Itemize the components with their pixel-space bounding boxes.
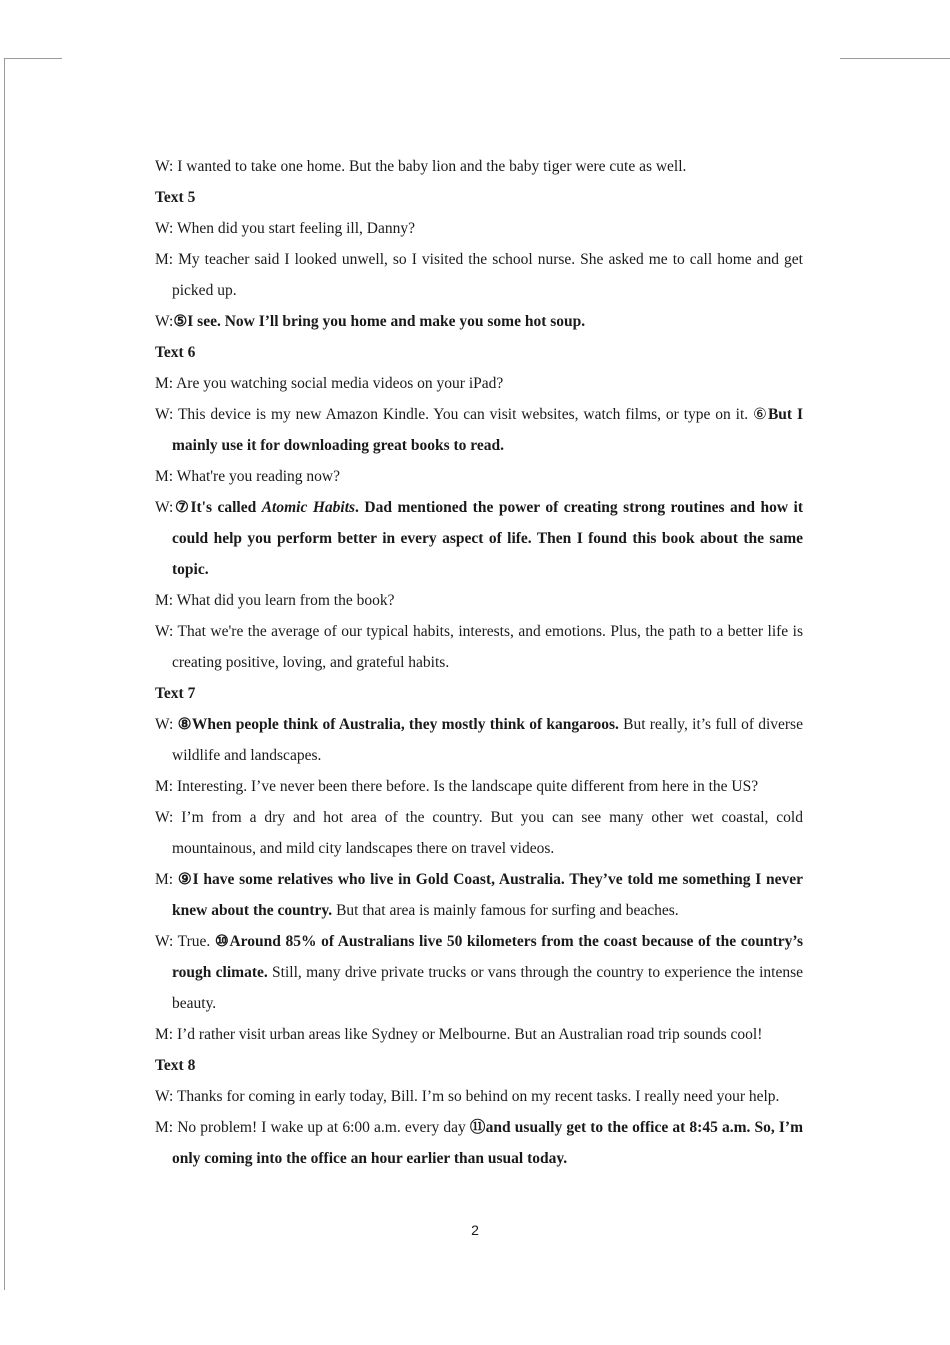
page-border-top-right <box>840 58 950 59</box>
text-segment: M: I’d rather visit urban areas like Sydney or Melbourne. But an Australian road trip sounds cool! <box>155 1026 763 1043</box>
text-segment: ⑨I have some relatives who live in Gold Coast, Australia. They’ve told me something I never knew about the country. <box>172 871 803 919</box>
text-segment: W: Thanks for coming in early today, Bill. I’m so behind on my recent tasks. I really need your help. <box>155 1088 780 1105</box>
dialogue-line <box>155 585 803 616</box>
section-heading <box>155 678 803 709</box>
text-segment: W: I wanted to take one home. But the baby lion and the baby tiger were cute as well. <box>155 158 687 175</box>
dialogue-line <box>155 213 803 244</box>
text-segment: Text 6 <box>155 344 196 361</box>
text-segment: W: <box>155 313 174 330</box>
text-segment: Atomic Habits <box>261 499 356 516</box>
text-segment: M: No problem! I wake up at 6:00 a.m. every day <box>155 1119 470 1136</box>
page-border-left <box>4 58 5 1290</box>
dialogue-line <box>155 771 803 802</box>
text-segment: Still, many drive private trucks or vans through the country to experience the intense beauty. <box>172 964 803 1012</box>
text-segment: Text 8 <box>155 1057 196 1074</box>
page-border-top-left <box>4 58 62 59</box>
dialogue-line <box>155 709 803 771</box>
text-segment: But really, it’s full of diverse wildlife and landscapes. <box>172 716 803 764</box>
dialogue-line <box>155 368 803 399</box>
section-heading <box>155 182 803 213</box>
dialogue-line <box>155 399 803 461</box>
dialogue-line <box>155 1112 803 1174</box>
dialogue-line <box>155 461 803 492</box>
dialogue-line <box>155 1019 803 1050</box>
text-segment: W: <box>155 716 178 733</box>
text-segment: Text 5 <box>155 189 196 206</box>
page-number: 2 <box>471 1222 479 1238</box>
section-heading <box>155 337 803 368</box>
text-segment: But I mainly use it for downloading great books to read. <box>172 406 804 454</box>
text-segment: W: This device is my new Amazon Kindle. You can visit websites, watch films, or type on it. ⑥ <box>155 406 768 423</box>
text-segment: M: My teacher said I looked unwell, so I visited the school nurse. She asked me to call home and get picked up. <box>155 251 803 299</box>
document-body <box>155 151 803 1174</box>
dialogue-line <box>155 926 803 1019</box>
dialogue-line <box>155 802 803 864</box>
text-segment: W: I’m from a dry and hot area of the country. But you can see many other wet coastal, cold mountainous, and mild city landscapes there on travel videos. <box>155 809 803 857</box>
text-segment: ⑤I see. Now I’ll bring you home and make you some hot soup. <box>173 313 586 330</box>
text-segment: W: True. <box>155 933 215 950</box>
text-segment: M: What did you learn from the book? <box>155 592 395 609</box>
dialogue-line <box>155 1081 803 1112</box>
text-segment: W: That we're the average of our typical habits, interests, and emotions. Plus, the path to a better life is creating positive, loving, and grateful habits. <box>155 623 803 671</box>
text-segment: ⑧When people think of Australia, they mostly think of kangaroos. <box>177 716 619 733</box>
text-segment: M: Interesting. I’ve never been there before. Is the landscape quite different from here in the US? <box>155 778 759 795</box>
text-segment: W: When did you start feeling ill, Danny? <box>155 220 415 237</box>
dialogue-line <box>155 151 803 182</box>
text-segment: But that area is mainly famous for surfing and beaches. <box>332 902 679 919</box>
text-segment: ⑦It's called <box>173 499 262 516</box>
text-segment: M: Are you watching social media videos on your iPad? <box>155 375 504 392</box>
dialogue-line <box>155 244 803 306</box>
dialogue-line <box>155 616 803 678</box>
text-segment: Text 7 <box>155 685 196 702</box>
section-heading <box>155 1050 803 1081</box>
text-segment: W: <box>155 499 174 516</box>
text-segment: M: <box>155 871 178 888</box>
text-segment: . Dad mentioned the power of creating strong routines and how it could help you perform better in every aspect of life. Then I found this book about the same topic. <box>172 499 803 578</box>
dialogue-line <box>155 864 803 926</box>
text-segment: M: What're you reading now? <box>155 468 341 485</box>
dialogue-line <box>155 492 803 585</box>
dialogue-line <box>155 306 803 337</box>
text-segment: ⑩Around 85% of Australians live 50 kilometers from the coast because of the country’s rough climate. <box>172 933 804 981</box>
text-segment: ⑪and usually get to the office at 8:45 a.m. So, I’m only coming into the office an hour earlier than usual today. <box>172 1119 803 1167</box>
